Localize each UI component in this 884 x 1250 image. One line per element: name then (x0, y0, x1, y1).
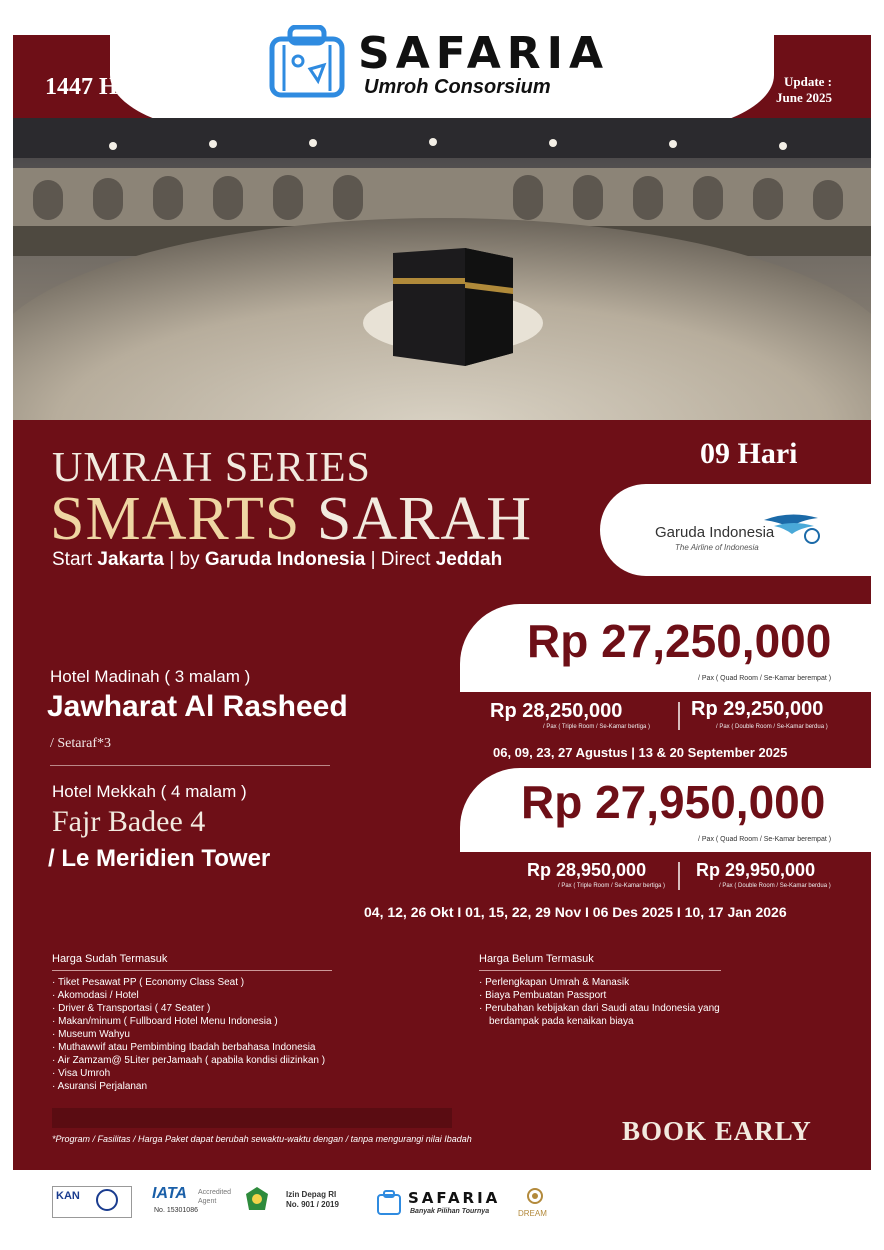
list-item: · Driver & Transportasi ( 47 Seater ) (52, 1002, 325, 1015)
dream-logo-text: DREAM (518, 1209, 547, 1218)
list-item: · Visa Umroh (52, 1067, 325, 1080)
double-note-2: / Pax ( Double Room / Se-Kamar berdua ) (719, 883, 831, 889)
list-item: · Asuransi Perjalanan (52, 1080, 325, 1093)
hotel-divider (50, 765, 330, 766)
brand-subtitle: Umroh Consorsium (364, 76, 551, 98)
izin-line-2: No. 901 / 2019 (286, 1200, 339, 1209)
madinah-hotel-name: Jawharat Al Rasheed (47, 690, 348, 723)
book-early-label: BOOK EARLY (622, 1116, 812, 1146)
mekkah-hotel-alt-name: / Le Meridien Tower (48, 845, 271, 872)
mekkah-hotel-label: Hotel Mekkah ( 4 malam ) (52, 782, 247, 801)
trip-duration: 09 Hari (700, 437, 798, 470)
route-start-city: Jakarta (97, 549, 164, 570)
madinah-hotel-label: Hotel Madinah ( 3 malam ) (50, 667, 251, 686)
route-airline: Garuda Indonesia (204, 549, 366, 570)
includes-list (52, 976, 325, 1093)
price-separator (678, 862, 680, 890)
kan-logo-text: KAN (56, 1190, 80, 1202)
footer-tagline: Banyak Pilihan Tournya (410, 1208, 490, 1215)
footnote: *Program / Fasilitas / Harga Paket dapat berubah sewaktu-waktu dengan / tanpa mengurangi nilai Ibadah (52, 1134, 472, 1144)
list-item: · Air Zamzam@ 5Liter perJamaah ( apabila kondisi diizinkan ) (52, 1054, 325, 1067)
footer-brand: SAFARIA (408, 1189, 501, 1207)
route-start-prefix: Start (52, 549, 98, 570)
garuda-bird-icon (760, 510, 824, 546)
list-item: · Perubahan kebijakan dari Saudi atau Indonesia yang berdampak pada kenaikan biaya (479, 1002, 729, 1028)
triple-note-2: / Pax ( Triple Room / Se-Kamar bertiga ) (558, 883, 666, 889)
izin-depag (286, 1190, 339, 1210)
footer-suitcase-icon (376, 1190, 402, 1216)
package-title (50, 484, 532, 555)
quad-note-2: / Pax ( Quad Room / Se-Kamar berempat ) (698, 836, 832, 843)
footnote-bar (52, 1108, 452, 1128)
mekkah-hotel-name: Fajr Badee 4 (52, 805, 206, 838)
dream-logo-icon (525, 1186, 545, 1206)
series-title: UMRAH SERIES (52, 445, 371, 491)
triple-note-1: / Pax ( Triple Room / Se-Kamar bertiga ) (543, 724, 651, 730)
suitcase-logo-icon (268, 25, 346, 99)
double-price-2: Rp 29,950,000 (696, 860, 816, 880)
quad-price-2: Rp 27,950,000 (521, 776, 826, 828)
excludes-divider (479, 970, 721, 971)
includes-title: Harga Sudah Termasuk (52, 953, 168, 965)
iata-logo: IATA (152, 1185, 187, 1202)
double-price-1: Rp 29,250,000 (691, 698, 824, 720)
package-title-rest: SARAH (316, 485, 533, 553)
list-item: · Muthawwif atau Pembimbing Ibadah berbahasa Indonesia (52, 1041, 325, 1054)
route-direct-city: Jeddah (435, 549, 503, 570)
iata-accredited: Accredited (198, 1189, 232, 1196)
brand-name: SAFARIA (358, 28, 610, 79)
list-item: · Makan/minum ( Fullboard Hotel Menu Indonesia ) (52, 1015, 325, 1028)
departure-dates-1: 06, 09, 23, 27 Agustus | 13 & 20 September 2025 (493, 745, 788, 760)
triple-price-2: Rp 28,950,000 (527, 860, 647, 880)
iata-agent: Agent (198, 1198, 217, 1205)
list-item: · Biaya Pembuatan Passport (479, 989, 729, 1002)
quad-note-1: / Pax ( Quad Room / Se-Kamar berempat ) (698, 675, 832, 682)
kaaba-photo (13, 118, 871, 420)
madinah-hotel-class: / Setaraf*3 (50, 736, 112, 751)
izin-line-1: Izin Depag RI (286, 1190, 337, 1199)
list-item: · Tiket Pesawat PP ( Economy Class Seat ) (52, 976, 325, 989)
route-by-prefix: | by (163, 549, 205, 570)
certification-seal-icon (96, 1189, 118, 1211)
airline-logo-tagline: The Airline of Indonesia (675, 543, 759, 552)
kemenag-emblem-icon (245, 1186, 269, 1212)
excludes-list (479, 976, 729, 1028)
price-separator (678, 702, 680, 730)
update-value: June 2025 (776, 90, 832, 105)
package-title-gold: SMARTS (50, 485, 301, 553)
includes-divider (52, 970, 332, 971)
list-item: · Museum Wahyu (52, 1028, 325, 1041)
double-note-1: / Pax ( Double Room / Se-Kamar berdua ) (716, 724, 828, 730)
list-item: · Akomodasi / Hotel (52, 989, 325, 1002)
hijri-year: 1447 H (45, 74, 118, 100)
update-date (752, 74, 832, 106)
triple-price-1: Rp 28,250,000 (490, 700, 623, 722)
route-direct-prefix: | Direct (365, 549, 436, 570)
route-info (52, 549, 502, 571)
airline-logo-name: Garuda Indonesia (655, 524, 775, 541)
quad-price-1: Rp 27,250,000 (527, 615, 832, 667)
iata-agent-text (198, 1188, 231, 1206)
excludes-title: Harga Belum Termasuk (479, 953, 594, 965)
iata-number: No. 15301086 (154, 1207, 198, 1214)
update-label: Update : (783, 74, 832, 89)
list-item: · Perlengkapan Umrah & Manasik (479, 976, 729, 989)
departure-dates-2: 04, 12, 26 Okt I 01, 15, 22, 29 Nov I 06 Des 2025 I 10, 17 Jan 2026 (364, 904, 787, 920)
